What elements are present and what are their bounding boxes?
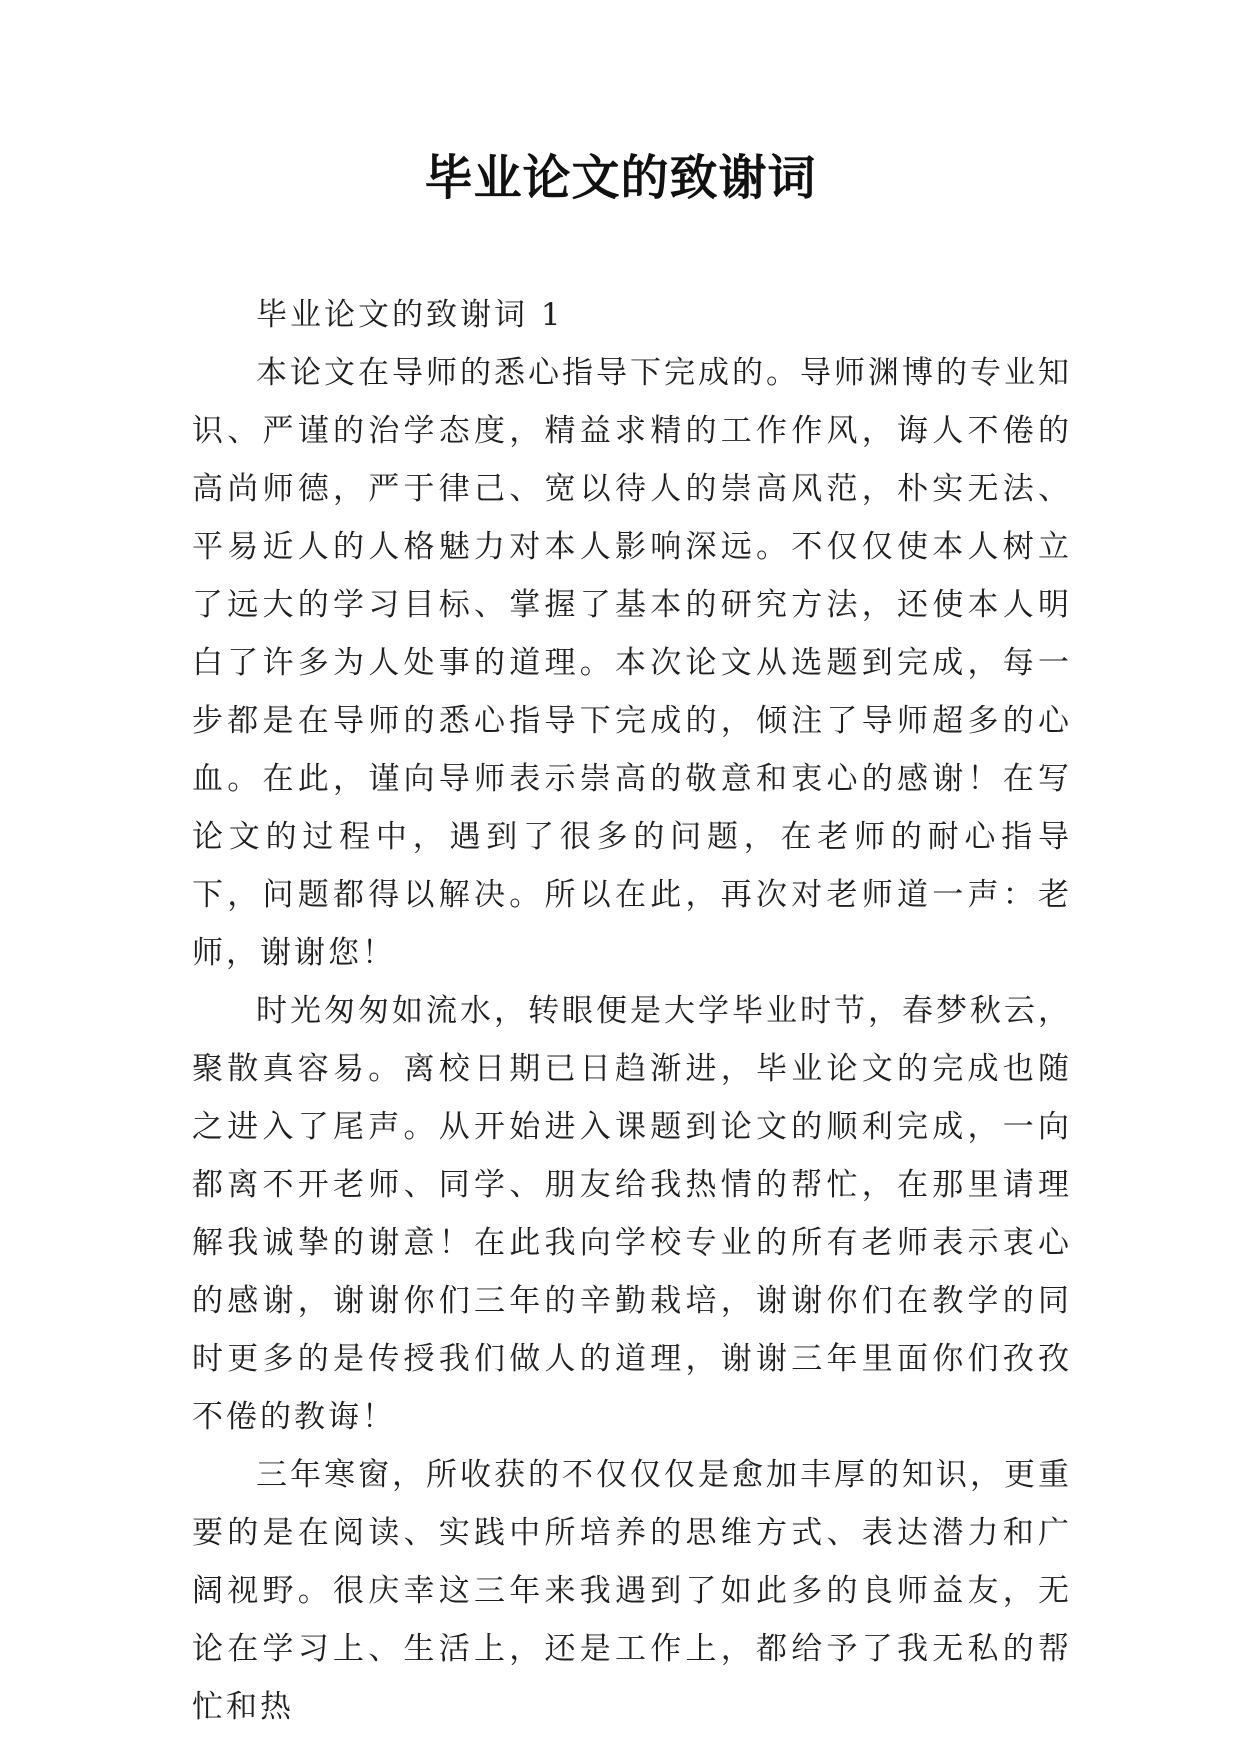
document-title: 毕业论文的致谢词 [424,150,817,206]
section-heading: 毕业论文的致谢词 1 [256,297,564,333]
paragraph-3: 三年寒窗，所收获的不仅仅仅是愈加丰厚的知识，更重要的是在阅读、实践中所培养的思维方式、表达潜力和广阔视野。很庆幸这三年来我遇到了如此多的良师益友，无论在学习上、生活上，还是工作上，都给予了我无私的帮忙和热 [192,1457,1072,1725]
document-body [192,286,1072,1736]
paragraph-2: 时光匆匆如流水，转眼便是大学毕业时节，春梦秋云，聚散真容易。离校日期已日趋渐进，毕业论文的完成也随之进入了尾声。从开始进入课题到论文的顺利完成，一向都离不开老师、同学、朋友给我热情的帮忙，在那里请理解我诚挚的谢意！在此我向学校专业的所有老师表示衷心的感谢，谢谢你们三年的辛勤栽培，谢谢你们在教学的同时更多的是传授我们做人的道理，谢谢三年里面你们孜孜不倦的教诲！ [192,993,1072,1435]
paragraph-1: 本论文在导师的悉心指导下完成的。导师渊博的专业知识、严谨的治学态度，精益求精的工作作风，诲人不倦的高尚师德，严于律己、宽以待人的崇高风范，朴实无法、平易近人的人格魅力对本人影响深远。不仅仅使本人树立了远大的学习目标、掌握了基本的研究方法，还使本人明白了许多为人处事的道理。本次论文从选题到完成，每一步都是在导师的悉心指导下完成的，倾注了导师超多的心血。在此，谨向导师表示崇高的敬意和衷心的感谢！在写论文的过程中，遇到了很多的问题，在老师的耐心指导下，问题都得以解决。所以在此，再次对老师道一声：老师，谢谢您！ [192,355,1072,971]
